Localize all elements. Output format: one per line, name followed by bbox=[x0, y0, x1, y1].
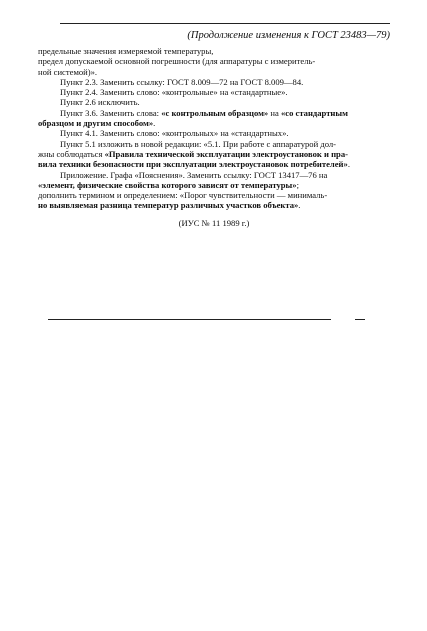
text-fragment: предел допускаемой основной погрешности (для аппаратуры с измеритель- bbox=[38, 56, 316, 67]
bold-fragment: «со стандартным bbox=[280, 107, 348, 118]
text-fragment: жны соблюдаться bbox=[38, 148, 105, 159]
text-line bbox=[38, 200, 390, 210]
bold-fragment: образцом и другим способом» bbox=[38, 118, 154, 129]
text-fragment: Приложение. Графа «Пояснения». Заменить ссылку: ГОСТ 13417—76 на bbox=[60, 169, 328, 180]
text-fragment: дополнить термином и определением: «Порог чувствительности — минималь- bbox=[38, 190, 328, 201]
text-line bbox=[38, 67, 390, 77]
text-line bbox=[38, 139, 390, 149]
text-line bbox=[38, 149, 390, 159]
text-fragment: ; bbox=[296, 179, 299, 190]
bottom-rule bbox=[48, 319, 331, 320]
text-fragment: . bbox=[347, 159, 350, 170]
continuation-header: (Продолжение изменения к ГОСТ 23483—79) bbox=[187, 30, 390, 41]
top-rule bbox=[60, 23, 390, 24]
bottom-dash bbox=[355, 319, 365, 320]
text-line bbox=[38, 56, 390, 66]
bold-fragment: вила техники безопасности при эксплуатации электроустановок потребителей» bbox=[38, 159, 348, 170]
text-fragment: Пункт 2.3. Заменить ссылку: ГОСТ 8.009—72 на ГОСТ 8.009—84. bbox=[60, 76, 304, 87]
bold-fragment: «Правила технической эксплуатации электроустановок и пра- bbox=[104, 148, 348, 159]
source-reference bbox=[38, 218, 390, 228]
text-line bbox=[38, 77, 390, 87]
text-fragment: Пункт 4.1. Заменить слово: «контрольных» на «стандартных». bbox=[60, 128, 289, 139]
amendment-text bbox=[38, 46, 390, 228]
text-fragment: Пункт 2.4. Заменить слово: «контрольные» на «стандартные». bbox=[60, 87, 288, 98]
text-fragment: предельные значения измеряемой температуры, bbox=[38, 46, 214, 56]
text-line bbox=[38, 128, 390, 138]
text-fragment: ной системой)». bbox=[38, 66, 98, 77]
text-line bbox=[38, 190, 390, 200]
text-fragment: . bbox=[153, 118, 156, 129]
text-line bbox=[38, 170, 390, 180]
text-line bbox=[38, 180, 390, 190]
text-fragment: Пункт 2.6 исключить. bbox=[60, 97, 140, 108]
bold-fragment: «элемент, физические свойства которого зависят от температуры» bbox=[38, 179, 297, 190]
bold-fragment: «с контрольным образцом» bbox=[161, 107, 269, 118]
text-fragment: на bbox=[268, 107, 281, 118]
text-line bbox=[38, 118, 390, 128]
text-fragment: Пункт 3.6. Заменить слова: bbox=[60, 107, 162, 118]
bold-fragment: но выявляемая разница температур различных участков объекта» bbox=[38, 200, 299, 211]
text-fragment: (ИУС № 11 1989 г.) bbox=[178, 217, 250, 228]
text-line bbox=[38, 87, 390, 97]
text-line bbox=[38, 46, 390, 56]
text-fragment: Пункт 5.1 изложить в новой редакции: «5.1. При работе с аппаратурой дол- bbox=[60, 138, 337, 149]
text-line bbox=[38, 97, 390, 107]
text-fragment: . bbox=[298, 200, 301, 211]
text-line bbox=[38, 159, 390, 169]
text-line bbox=[38, 108, 390, 118]
